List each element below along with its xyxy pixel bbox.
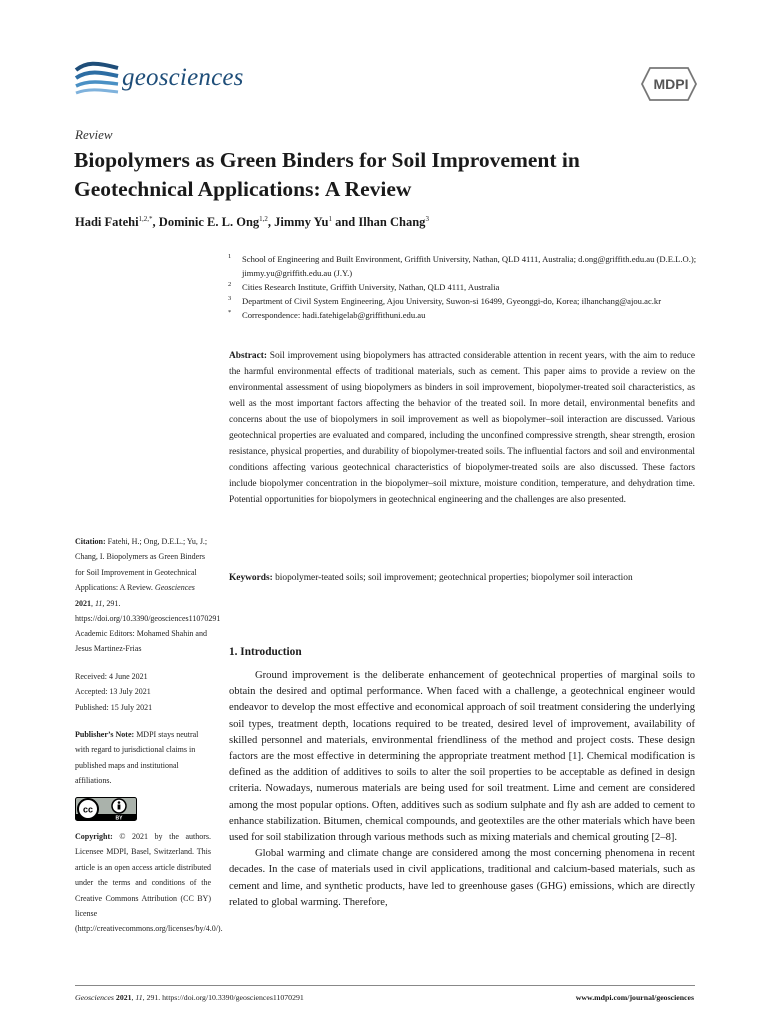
affiliation-number: 1 [228, 253, 232, 260]
affiliation-item [228, 252, 698, 280]
affiliation-number: 3 [228, 295, 232, 302]
affiliations [228, 252, 698, 322]
keywords [229, 570, 695, 586]
citation-label: Citation: [75, 537, 106, 546]
accepted-date: Accepted: 13 July 2021 [75, 687, 151, 697]
abstract-text: Soil improvement using biopolymers has attracted considerable attention in recent years, with the aim to reduce the harmful environmental effects of traditional materials, such as cement. This paper aims to provide a review on the environmental assessment of using biopolymers as binders in soil improvement, biopolymer-treated soil characteristics, as well as the most important factors affecting the behavior of the treated soil. In more detail, environmental benefits and concerns about the use of biopolymers in soil improvement as well as biopolymer–soil interaction are discussed. Various geotechnical properties are evaluated and compared, including the unconfined compressive strength, shear strength, erosion resistance, physical properties, and durability of biopolymer-treated soils. The influential factors and soil and environmental conditions affecting various geotechnical characteristics of biopolymer-treated soils are also discussed. These factors include biopolymer concentration in the biopolymer–soil mixture, moisture condition, temperature, and dehydration time. Potential opportunities for biopolymers in geotechnical engineering and the challenges are also presented. [229, 351, 695, 505]
affiliation-item [228, 294, 698, 308]
footer-divider [75, 985, 695, 986]
publisher-note-label: Publisher’s Note: [75, 730, 135, 739]
article-type: Review [75, 127, 113, 142]
footer-citation: Geosciences 2021, 11, 291. https://doi.org/10.3390/geosciences11070291 [75, 993, 304, 1002]
affiliation-number: 2 [228, 281, 232, 288]
received-date: Received: 4 June 2021 [75, 672, 148, 681]
abstract-label: Abstract: [229, 351, 268, 361]
cc-badge-label: BY [115, 815, 123, 821]
keywords-text: biopolymer-teated soils; soil improvement; geotechnical properties; biopolymer soil interaction [275, 573, 633, 583]
citation-year: 2021 [75, 598, 91, 608]
affiliation-item [228, 308, 698, 322]
author-name[interactable]: Jimmy Yu [274, 215, 329, 230]
journal-name: geosciences [122, 64, 244, 91]
author-affiliation-marker: 1,2 [259, 215, 268, 223]
correspondence-email[interactable]: Correspondence: hadi.fatehigelab@griffithuni.edu.au [242, 310, 426, 320]
mdpi-logo-text: MDPI [653, 76, 689, 92]
section-heading-introduction: 1. Introduction [229, 646, 302, 658]
abstract [229, 348, 695, 508]
footer-doi[interactable]: , 291. https://doi.org/10.3390/geosciences11070291 [142, 993, 304, 1002]
mdpi-logo [640, 66, 698, 102]
affiliation-text: Department of Civil System Engineering, Ajou University, Suwon-si 16499, Gyeonggi-do, Korea; ilhanchang@ajou.ac.kr [242, 296, 662, 306]
footer-volume: 11 [135, 993, 143, 1002]
author-list [75, 215, 429, 230]
author-name[interactable]: Dominic E. L. Ong [158, 215, 260, 230]
citation-volume: 11 [95, 598, 103, 608]
citation-journal: Geosciences [154, 583, 195, 593]
citation-doi[interactable]: , 291. https://doi.org/10.3390/geosciences11070291 [75, 598, 221, 624]
svg-text:cc: cc [82, 804, 94, 815]
cc-by-license-icon[interactable] [75, 797, 137, 821]
author-separator: , [152, 215, 159, 230]
footer-journal: Geosciences [75, 993, 114, 1002]
copyright-text: © 2021 by the authors. Licensee MDPI, Basel, Switzerland. This article is an open access article distributed under the terms and conditions of the Creative Commons Attribution (CC BY) license (http://creativecommons.org/licenses/by/4.0/). [75, 832, 223, 934]
author-separator: , [267, 215, 275, 230]
published-date: Published: 15 July 2021 [75, 702, 153, 712]
author-separator: and [331, 215, 359, 230]
keywords-label: Keywords: [229, 573, 273, 583]
introduction-body [229, 668, 695, 911]
author-affiliation-marker: 1,2,* [138, 215, 153, 223]
footer-year: 2021 [115, 993, 132, 1002]
paper-title: Biopolymers as Green Binders for Soil Improvement in Geotechnical Applications: A Review [74, 148, 580, 201]
geosciences-logo-icon [74, 58, 120, 98]
publisher-note [75, 727, 211, 789]
author-affiliation-marker: 1 [328, 215, 332, 223]
copyright-notice [75, 829, 223, 937]
affiliation-text: Cities Research Institute, Griffith University, Nathan, QLD 4111, Australia [242, 282, 500, 292]
footer-journal-url[interactable]: www.mdpi.com/journal/geosciences [575, 993, 694, 1002]
copyright-label: Copyright: [75, 832, 113, 841]
affiliation-text: School of Engineering and Built Environment, Griffith University, Nathan, QLD 4111, Australia; d.ong@griffith.edu.au (D.E.L.O.); jimmy.yu@griffith.edu.au (J.Y.) [242, 254, 697, 278]
author-name[interactable]: Ilhan Chang [358, 215, 426, 230]
author-affiliation-marker: 3 [425, 215, 429, 223]
academic-editors: Academic Editors: Mohamed Shahin and Jesus Martinez-Frias [75, 629, 207, 654]
author-name[interactable]: Hadi Fatehi [75, 215, 139, 230]
paragraph: Ground improvement is the deliberate enhancement of geotechnical properties of marginal soils to obtain the desired and optimal performance. When faced with a challenge, a geotechnical engineer would endeavor to develop the most effective and economical approach of soil treatment considering the underlying soil types, treatment depth, locations required to be treated, desired level of improvement, availability of skilled personnel and materials, environmental friendliness of the method and project costs. These design factors are the most effective in determining the appropriate treatment method [1]. Chemical modification is defined as the addition of additives to soils to alter the soil properties to be acceptable as defined in design criteria. Nowadays, numerous materials are being used for soil treatment. Lime and cement are considered among the most popular options. Often, additives such as sodium sulphate and fly ash are added to cement to enhance stabilization. Bitumen, chemical compounds, and geotextiles are the other materials which have been used for soil stabilization through various methods such as mixing materials and chemical grouting [2–8]. [229, 670, 695, 844]
citation-text: Fatehi, H.; Ong, D.E.L.; Yu, J.; Chang, I. Biopolymers as Green Binders for Soil Improvement in Geotechnical Applications: A Review. [75, 537, 208, 593]
citation-block: Citation: Fatehi, H.; Ong, D.E.L.; Yu, J.; Chang, I. Biopolymers as Green Binders for Soil Improvement in Geotechnical Applications: A Review. Geosciences 2021, 11, 291. https://doi.org/10.3390/geosciences11070291 [75, 537, 221, 624]
affiliation-item [228, 280, 698, 294]
affiliation-number: * [228, 309, 232, 316]
publication-dates [75, 669, 211, 715]
paragraph: Global warming and climate change are considered among the most concerning phenomena in recent decades. In the case of materials used in civil applications, traditional and calcium-based materials, such as cement and lime, and synthetic products, have led to greenhouse gases (GHG) emissions, which are directly related to global warming. Therefore, [229, 848, 695, 908]
publisher-note-text: MDPI stays neutral with regard to jurisdictional claims in published maps and institutional affiliations. [75, 730, 199, 786]
